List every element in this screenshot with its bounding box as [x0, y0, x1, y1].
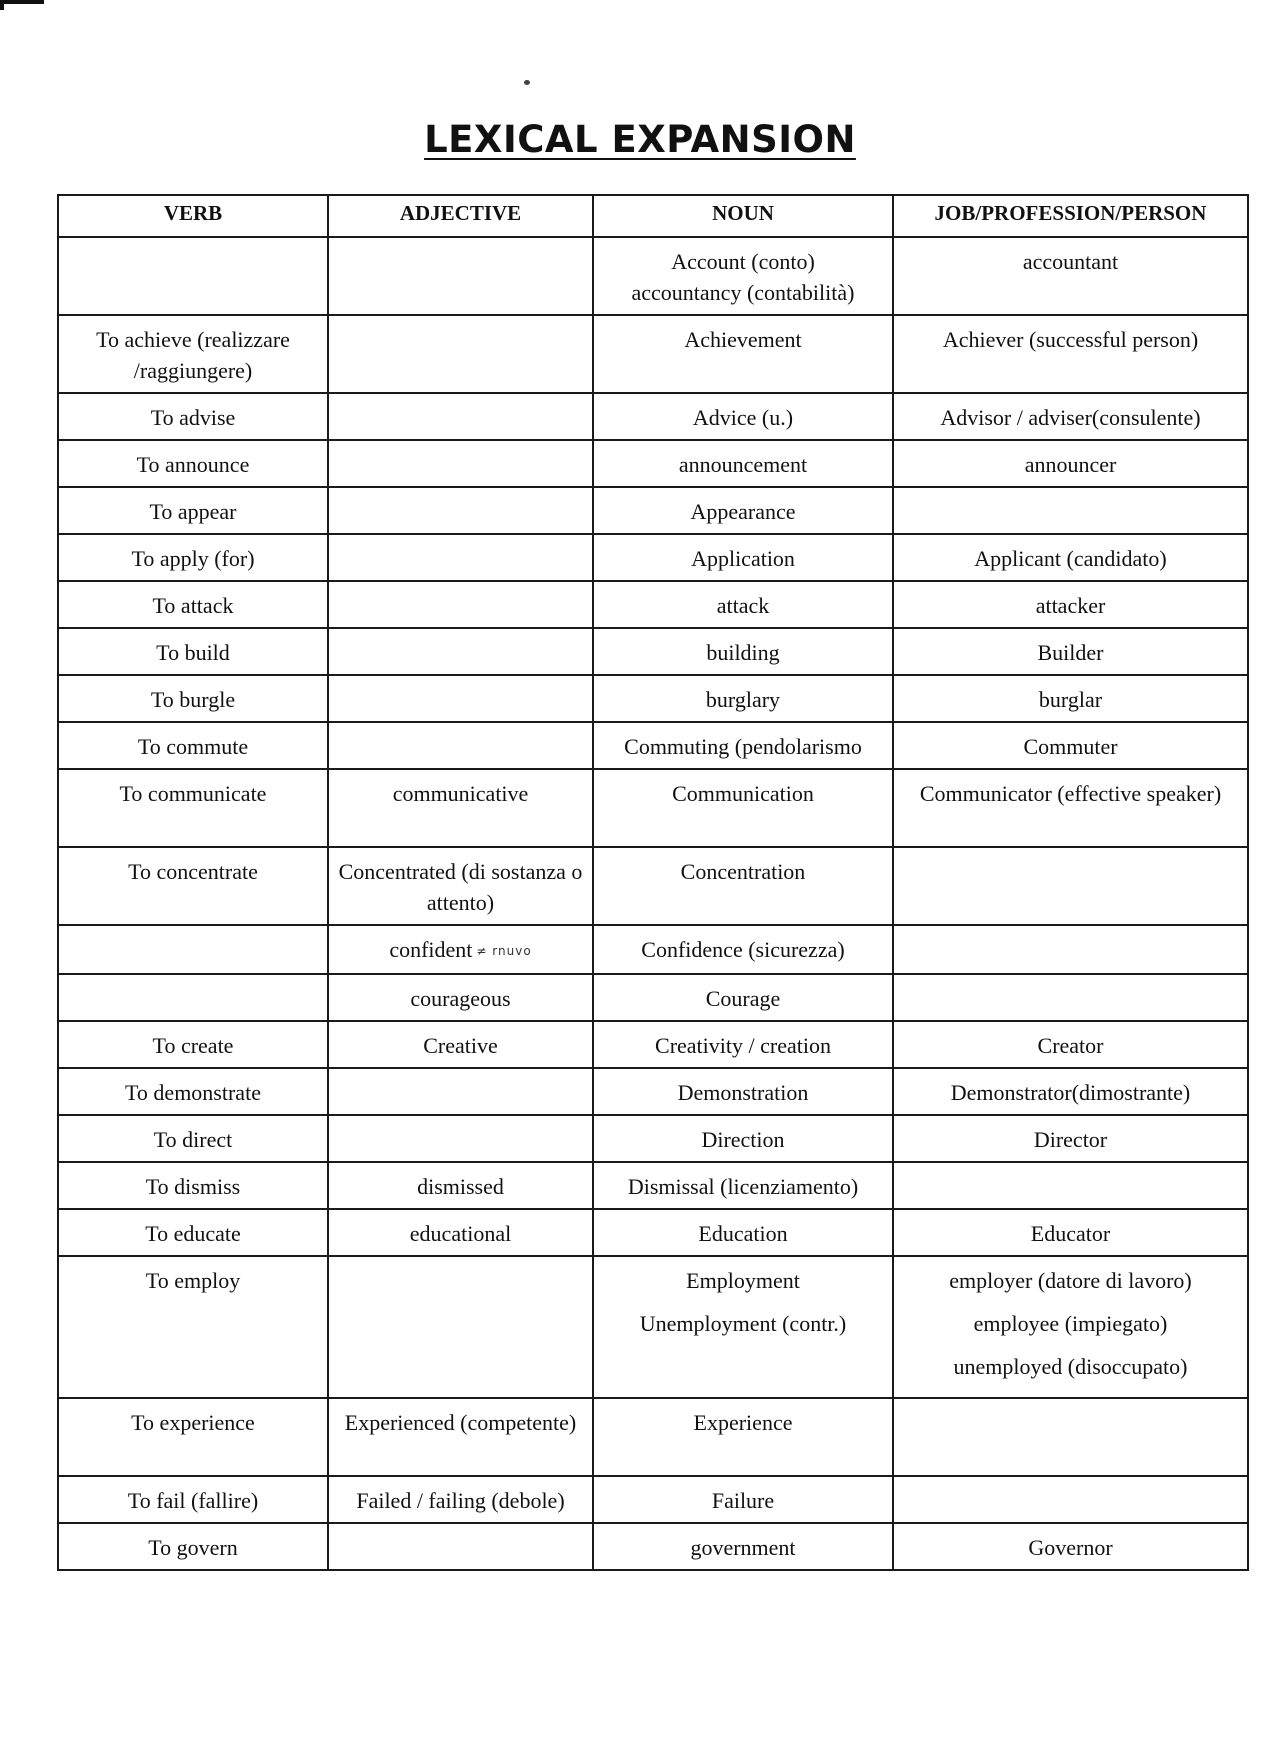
cell-adjective: [328, 1256, 593, 1398]
cell-person: [893, 675, 1248, 722]
cell-adjective: [328, 534, 593, 581]
cell-person: [893, 1256, 1248, 1398]
table-row: [58, 315, 1248, 393]
cell-adjective: [328, 847, 593, 925]
cell-verb: To direct: [58, 1115, 328, 1162]
cell-adjective: [328, 722, 593, 769]
cell-verb: To appear: [58, 487, 328, 534]
cell-person-line: Applicant (candidato): [974, 546, 1167, 571]
cell-adjective: [328, 315, 593, 393]
cell-adjective: [328, 1209, 593, 1256]
handwritten-note: ≠ rnuvo: [476, 944, 532, 959]
cell-person: [893, 1162, 1248, 1209]
table-row: [58, 769, 1248, 847]
cell-noun-line: Communication: [672, 781, 814, 806]
cell-noun-line: government: [690, 1535, 796, 1561]
cell-verb: To apply (for): [58, 534, 328, 581]
cell-noun-line: Courage: [705, 986, 781, 1012]
table-row: [58, 1068, 1248, 1115]
cell-adjective: [328, 1162, 593, 1209]
table-row: [58, 1523, 1248, 1570]
table-row: [58, 1209, 1248, 1256]
cell-person: [893, 1115, 1248, 1162]
cell-noun: [593, 315, 893, 393]
cell-adjective: [328, 581, 593, 628]
cell-verb: To experience: [58, 1398, 328, 1476]
cell-verb: [58, 925, 328, 974]
cell-person: [893, 1523, 1248, 1570]
cell-noun-line: Failure: [711, 1488, 775, 1514]
cell-verb: To demonstrate: [58, 1068, 328, 1115]
cell-person: [893, 1021, 1248, 1068]
header-adjective: ADJECTIVE: [328, 195, 593, 237]
cell-adjective: [328, 1476, 593, 1523]
cell-person-line: employee (impiegato): [973, 1311, 1168, 1337]
cell-person-line: Achiever (successful person): [942, 327, 1199, 352]
cell-person-line: Advisor / adviser(consulente): [940, 405, 1201, 430]
table-row: [58, 393, 1248, 440]
cell-noun: [593, 393, 893, 440]
cell-person: [893, 628, 1248, 675]
cell-noun-line: Education: [698, 1221, 788, 1247]
cell-verb: To commute: [58, 722, 328, 769]
cell-adjective: [328, 487, 593, 534]
cell-noun: [593, 722, 893, 769]
cell-verb: To educate: [58, 1209, 328, 1256]
page-title-text: LEXICAL EXPANSION: [424, 118, 856, 161]
cell-noun-line: Appearance: [690, 499, 796, 524]
cell-noun: [593, 487, 893, 534]
cell-adjective-text: Concentrated (di sostanza o attento): [338, 859, 583, 915]
cell-person-line: Educator: [1030, 1221, 1111, 1247]
scan-corner-mark: [0, 0, 44, 4]
cell-adjective: [328, 1398, 593, 1476]
cell-noun: [593, 628, 893, 675]
cell-verb: To achieve (realizzare /raggiungere): [58, 315, 328, 393]
cell-person-line: burglar: [1038, 687, 1103, 712]
cell-verb: To fail (fallire): [58, 1476, 328, 1523]
table-row: [58, 581, 1248, 628]
cell-adjective: [328, 628, 593, 675]
cell-adjective: [328, 769, 593, 847]
cell-noun: [593, 1398, 893, 1476]
cell-verb: To announce: [58, 440, 328, 487]
cell-noun: [593, 769, 893, 847]
cell-noun-line: Commuting (pendolarismo: [624, 734, 862, 759]
table-row: [58, 534, 1248, 581]
cell-person-line: Creator: [1037, 1033, 1104, 1059]
cell-adjective: [328, 1115, 593, 1162]
cell-person-line: Communicator (effective speaker): [919, 781, 1222, 806]
cell-person: [893, 581, 1248, 628]
cell-adjective: [328, 1523, 593, 1570]
cell-person-line: accountant: [1022, 249, 1119, 274]
table-row: [58, 487, 1248, 534]
cell-verb: To attack: [58, 581, 328, 628]
cell-noun-line: Advice (u.): [692, 405, 794, 430]
cell-noun: [593, 847, 893, 925]
cell-verb: To govern: [58, 1523, 328, 1570]
cell-noun-line: Confidence (sicurezza): [641, 937, 845, 962]
cell-noun-line: Demonstration: [677, 1080, 809, 1106]
cell-verb: To dismiss: [58, 1162, 328, 1209]
cell-verb: To communicate: [58, 769, 328, 847]
table-row: [58, 974, 1248, 1021]
table-row: [58, 847, 1248, 925]
cell-person: [893, 974, 1248, 1021]
cell-noun: [593, 925, 893, 974]
cell-adjective: [328, 925, 593, 974]
cell-person-line: announcer: [1024, 452, 1117, 477]
header-verb: VERB: [58, 195, 328, 237]
header-noun: NOUN: [593, 195, 893, 237]
table-row: [58, 440, 1248, 487]
table-row: [58, 1398, 1248, 1476]
cell-person-line: employer (datore di lavoro): [949, 1268, 1192, 1294]
cell-noun: [593, 237, 893, 315]
cell-person-line: attacker: [1035, 593, 1106, 618]
table-row: [58, 1162, 1248, 1209]
cell-adjective: [328, 1068, 593, 1115]
cell-person: [893, 1398, 1248, 1476]
cell-person: [893, 1068, 1248, 1115]
cell-person-line: unemployed (disoccupato): [953, 1354, 1188, 1380]
cell-person-line: Commuter: [1023, 734, 1118, 759]
lexical-expansion-table: [57, 194, 1249, 1571]
cell-adjective: [328, 393, 593, 440]
scan-corner-mark: [0, 0, 4, 10]
cell-noun: [593, 1523, 893, 1570]
cell-adjective-text: dismissed: [417, 1174, 504, 1200]
cell-person-line: Director: [1033, 1127, 1108, 1153]
cell-noun: [593, 1476, 893, 1523]
cell-noun: [593, 1162, 893, 1209]
cell-person: [893, 237, 1248, 315]
cell-adjective-text: educational: [409, 1221, 512, 1247]
cell-noun: [593, 974, 893, 1021]
cell-noun: [593, 534, 893, 581]
cell-person: [893, 847, 1248, 925]
cell-person: [893, 393, 1248, 440]
cell-person: [893, 722, 1248, 769]
table-row: [58, 237, 1248, 315]
cell-noun-line: Experience: [693, 1410, 793, 1436]
cell-noun-line: Employment: [686, 1268, 800, 1294]
cell-verb: To employ: [58, 1256, 328, 1398]
cell-noun: [593, 440, 893, 487]
cell-noun: [593, 1115, 893, 1162]
cell-verb: To concentrate: [58, 847, 328, 925]
cell-noun: [593, 581, 893, 628]
cell-verb: To build: [58, 628, 328, 675]
table-header-row: [58, 195, 1248, 237]
cell-adjective-text: confident: [389, 937, 473, 962]
cell-noun-line: Dismissal (licenziamento): [627, 1174, 859, 1200]
cell-noun: [593, 675, 893, 722]
table-row: [58, 675, 1248, 722]
table-row: [58, 1021, 1248, 1068]
cell-person-line: Governor: [1028, 1535, 1113, 1561]
cell-person: [893, 440, 1248, 487]
cell-adjective-text: Failed / failing (debole): [356, 1488, 565, 1514]
cell-adjective-text: courageous: [410, 986, 511, 1012]
cell-noun-line: Account (conto): [671, 249, 815, 274]
table-row: [58, 1476, 1248, 1523]
cell-person: [893, 1476, 1248, 1523]
cell-noun: [593, 1021, 893, 1068]
header-person: JOB/PROFESSION/PERSON: [893, 195, 1248, 237]
cell-verb: To create: [58, 1021, 328, 1068]
scan-speck: [524, 80, 530, 85]
page-title: [0, 118, 1280, 161]
cell-adjective: [328, 974, 593, 1021]
cell-noun-line: announcement: [678, 452, 808, 477]
cell-person: [893, 925, 1248, 974]
cell-verb: [58, 974, 328, 1021]
cell-adjective: [328, 1021, 593, 1068]
table-row: [58, 925, 1248, 974]
cell-adjective-text: Creative: [423, 1033, 498, 1059]
table-row: [58, 628, 1248, 675]
table-row: [58, 1256, 1248, 1398]
table-row: [58, 722, 1248, 769]
cell-noun: [593, 1256, 893, 1398]
cell-noun-line: burglary: [705, 687, 781, 712]
cell-noun-line: Concentration: [680, 859, 806, 884]
cell-adjective: [328, 440, 593, 487]
cell-adjective: [328, 237, 593, 315]
table-row: [58, 1115, 1248, 1162]
cell-noun-line: Application: [691, 546, 795, 571]
cell-noun: [593, 1209, 893, 1256]
cell-adjective-text: communicative: [392, 781, 529, 806]
cell-noun-line: accountancy (contabilità): [631, 280, 855, 305]
cell-noun-line: Achievement: [684, 327, 802, 352]
cell-person: [893, 769, 1248, 847]
cell-noun: [593, 1068, 893, 1115]
cell-verb: [58, 237, 328, 315]
cell-noun-line: attack: [716, 593, 770, 618]
cell-person: [893, 1209, 1248, 1256]
cell-noun-line: Unemployment (contr.): [639, 1311, 847, 1337]
cell-adjective-text: Experienced (competente): [344, 1410, 577, 1436]
cell-noun-line: Creativity / creation: [655, 1033, 831, 1059]
cell-person-line: Builder: [1037, 640, 1104, 665]
cell-person-line: Demonstrator(dimostrante): [950, 1080, 1191, 1106]
cell-person: [893, 315, 1248, 393]
cell-noun-line: Direction: [701, 1127, 785, 1153]
cell-person: [893, 534, 1248, 581]
cell-adjective: [328, 675, 593, 722]
table-body: [58, 237, 1248, 1570]
cell-verb: To advise: [58, 393, 328, 440]
cell-person: [893, 487, 1248, 534]
cell-verb: To burgle: [58, 675, 328, 722]
cell-noun-line: building: [706, 640, 780, 665]
